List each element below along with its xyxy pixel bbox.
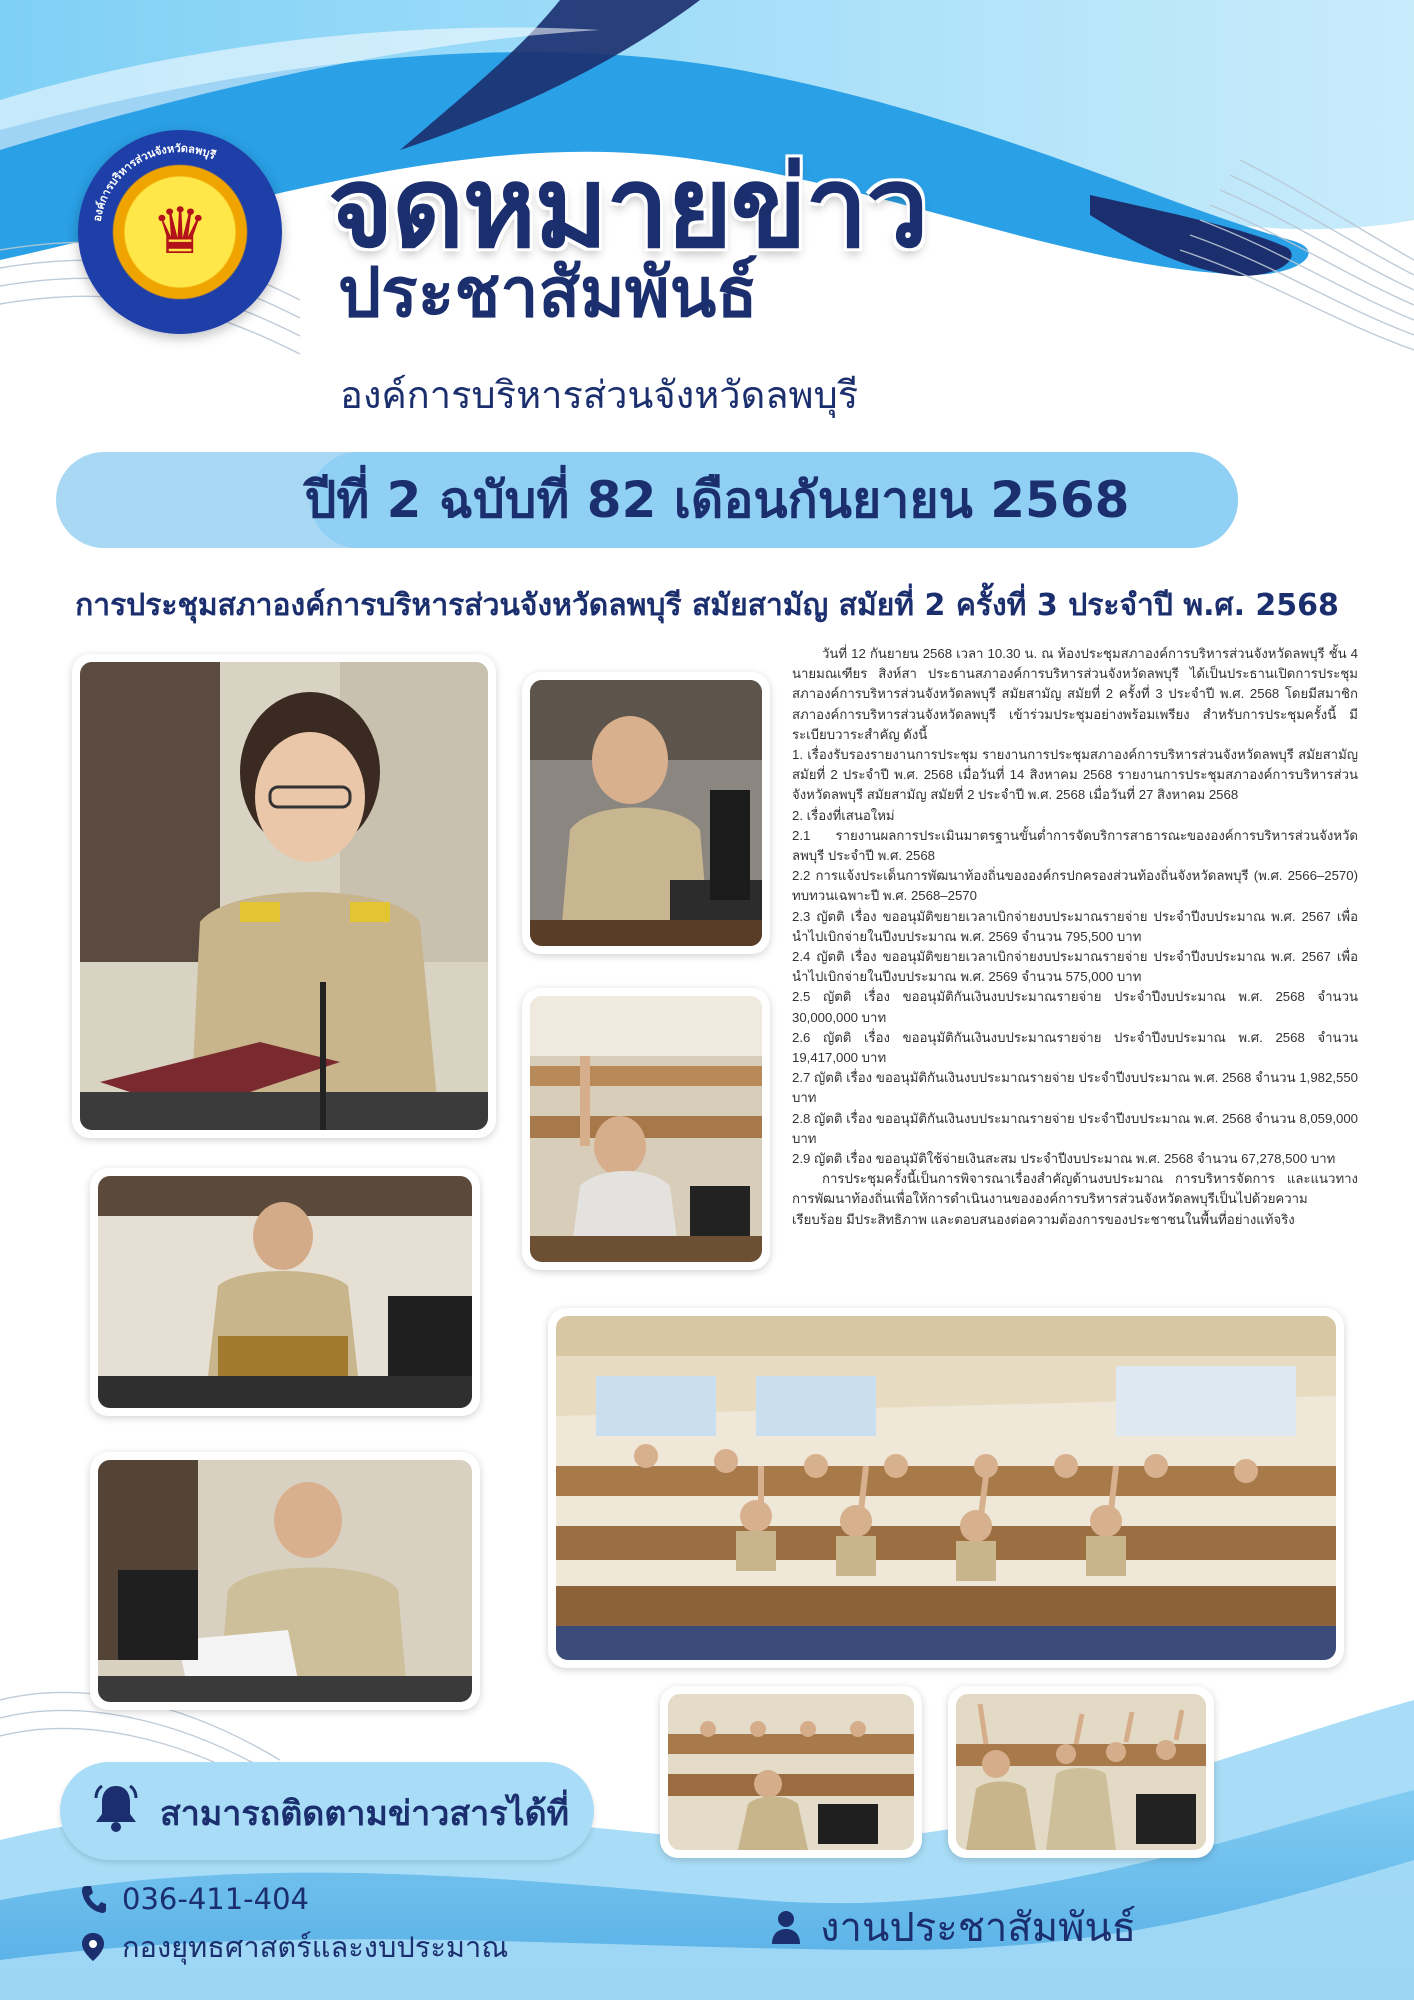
pr-unit-label: งานประชาสัมพันธ์ — [820, 1905, 1137, 1951]
agenda-item-2-1: 2.1 รายงานผลการประเมินมาตรฐานขั้นต่ำการจัดบริการสาธารณะขององค์การบริหารส่วนจังหวัดลพบุรี ประจำปี พ.ศ. 2568 — [792, 827, 1358, 864]
newsletter-subtitle: ประชาสัมพันธ์ — [338, 254, 758, 333]
photo-speaker-man-3 — [90, 1452, 480, 1710]
contact-phone — [80, 1882, 309, 1916]
pr-unit — [770, 1895, 1136, 1959]
svg-text:องค์การบริหารส่วนจังหวัดลพบุรี: องค์การบริหารส่วนจังหวัดลพบุรี — [91, 142, 218, 223]
bell-icon — [92, 1782, 140, 1834]
photo-speaker-woman — [72, 654, 496, 1138]
article-body — [792, 644, 1358, 1230]
department-name: กองยุทธศาสตร์และงบประมาณ — [122, 1930, 509, 1964]
person-icon — [770, 1910, 802, 1944]
photo-members-voting-1 — [522, 988, 770, 1270]
photo-members-voting-2 — [948, 1686, 1214, 1858]
agenda-item-2-5: 2.5 ญัตติ เรื่อง ขออนุมัติกันเงินงบประมาณรายจ่าย ประจำปีงบประมาณ พ.ศ. 2568 จำนวน 30,000,000 บาท — [792, 989, 1358, 1025]
photo-speaker-man-2 — [90, 1168, 480, 1416]
contact-department — [80, 1924, 508, 1970]
agenda-item-2-2: 2.2 การแจ้งประเด็นการพัฒนาท้องถิ่นขององค์กรปกครองส่วนท้องถิ่นจังหวัดลพบุรี (พ.ศ. 2566–2570) ทบทวนเฉพาะปี พ.ศ. 2568–2570 — [792, 868, 1358, 904]
photo-speaker-man-1 — [522, 672, 770, 954]
organization-logo — [78, 130, 282, 334]
follow-label: สามารถติดตามข่าวสารได้ที่ — [160, 1794, 570, 1834]
photo-members-seated — [660, 1686, 922, 1858]
logo-emblem-icon: ♛ — [151, 195, 209, 269]
phone-icon — [80, 1884, 106, 1914]
agenda-item-2: 2. เรื่องที่เสนอใหม่ — [792, 807, 895, 823]
article-headline: การประชุมสภาองค์การบริหารส่วนจังหวัดลพบุรี สมัยสามัญ สมัยที่ 2 ครั้งที่ 3 ประจำปี พ.ศ. 2568 — [75, 588, 1339, 623]
issue-label: ปีที่ 2 ฉบับที่ 82 เดือนกันยายน 2568 — [304, 470, 1130, 529]
agenda-item-2-4: 2.4 ญัตติ เรื่อง ขออนุมัติขยายเวลาเบิกจ่ายงบประมาณรายจ่าย ประจำปีงบประมาณ พ.ศ. 2567 เพื่อนำไปเบิกจ่ายในปีงบประมาณ พ.ศ. 2569 จำนวน 575,000 บาท — [792, 949, 1358, 985]
location-pin-icon — [80, 1932, 106, 1962]
newsletter-title: จดหมายข่าว — [328, 143, 927, 273]
phone-number: 036-411-404 — [122, 1882, 309, 1916]
article-intro: วันที่ 12 กันยายน 2568 เวลา 10.30 น. ณ ห้องประชุมสภาองค์การบริหารส่วนจังหวัดลพบุรี ชั้น 4 นายมณเฑียร สิงห์สา ประธานสภาองค์การบริหารส่วนจังหวัดลพบุรี ได้เป็นประธานเปิดการประชุมสภาองค์การบริหารส่วนจังหวัดลพบุรี สมัยสามัญ สมัยที่ 2 ครั้งที่ 3 ประจำปี พ.ศ. 2568 โดยมีสมาชิกสภาองค์การบริหารส่วนจังหวัดลพบุรี เข้าร่วมประชุมอย่างพร้อมเพรียง สำหรับการประชุมครั้งนี้ มีระเบียบวาระสำคัญ ดังนี้ — [792, 646, 1358, 742]
agenda-item-2-6: 2.6 ญัตติ เรื่อง ขออนุมัติกันเงินงบประมาณรายจ่าย ประจำปีงบประมาณ พ.ศ. 2568 จำนวน 19,417,000 บาท — [792, 1029, 1358, 1066]
agenda-item-2-8: 2.8 ญัตติ เรื่อง ขออนุมัติกันเงินงบประมาณรายจ่าย ประจำปีงบประมาณ พ.ศ. 2568 จำนวน 8,059,000 บาท — [792, 1110, 1358, 1146]
agenda-item-2-7: 2.7 ญัตติ เรื่อง ขออนุมัติกันเงินงบประมาณรายจ่าย ประจำปีงบประมาณ พ.ศ. 2568 จำนวน 1,982,550 บาท — [792, 1070, 1358, 1106]
agenda-item-2-9: 2.9 ญัตติ เรื่อง ขออนุมัติใช้จ่ายเงินสะสม ประจำปีงบประมาณ พ.ศ. 2568 จำนวน 67,278,500 บาท — [792, 1151, 1336, 1167]
agenda-item-1: 1. เรื่องรับรองรายงานการประชุม รายงานการประชุมสภาองค์การบริหารส่วนจังหวัดลพบุรี สมัยสามัญ สมัยที่ 2 ประจำปี พ.ศ. 2568 เมื่อวันที่ 14 สิงหาคม 2568 รายงานการประชุมสภาองค์การบริหารส่วนจังหวัดลพบุรี สมัยสามัญ สมัยที่ 2 ประจำปี พ.ศ. 2568 เมื่อวันที่ 27 สิงหาคม 2568 — [792, 747, 1358, 803]
article-closing: การประชุมครั้งนี้เป็นการพิจารณาเรื่องสำคัญด้านงบประมาณ การบริหารจัดการ และแนวทางการพัฒนาท้องถิ่นเพื่อให้การดำเนินงานขององค์การบริหารส่วนจังหวัดลพบุรีเป็นไปด้วยความเรียบร้อย มีประสิทธิภาพ และตอบสนองต่อความต้องการของประชาชนในพื้นที่อย่างแท้จริง — [792, 1171, 1358, 1227]
agenda-item-2-3: 2.3 ญัตติ เรื่อง ขออนุมัติขยายเวลาเบิกจ่ายงบประมาณรายจ่าย ประจำปีงบประมาณ พ.ศ. 2567 เพื่อนำไปเบิกจ่ายในปีงบประมาณ พ.ศ. 2569 จำนวน 795,500 บาท — [792, 908, 1358, 944]
organization-name: องค์การบริหารส่วนจังหวัดลพบุรี — [340, 373, 859, 417]
photo-council-hall — [548, 1308, 1344, 1668]
